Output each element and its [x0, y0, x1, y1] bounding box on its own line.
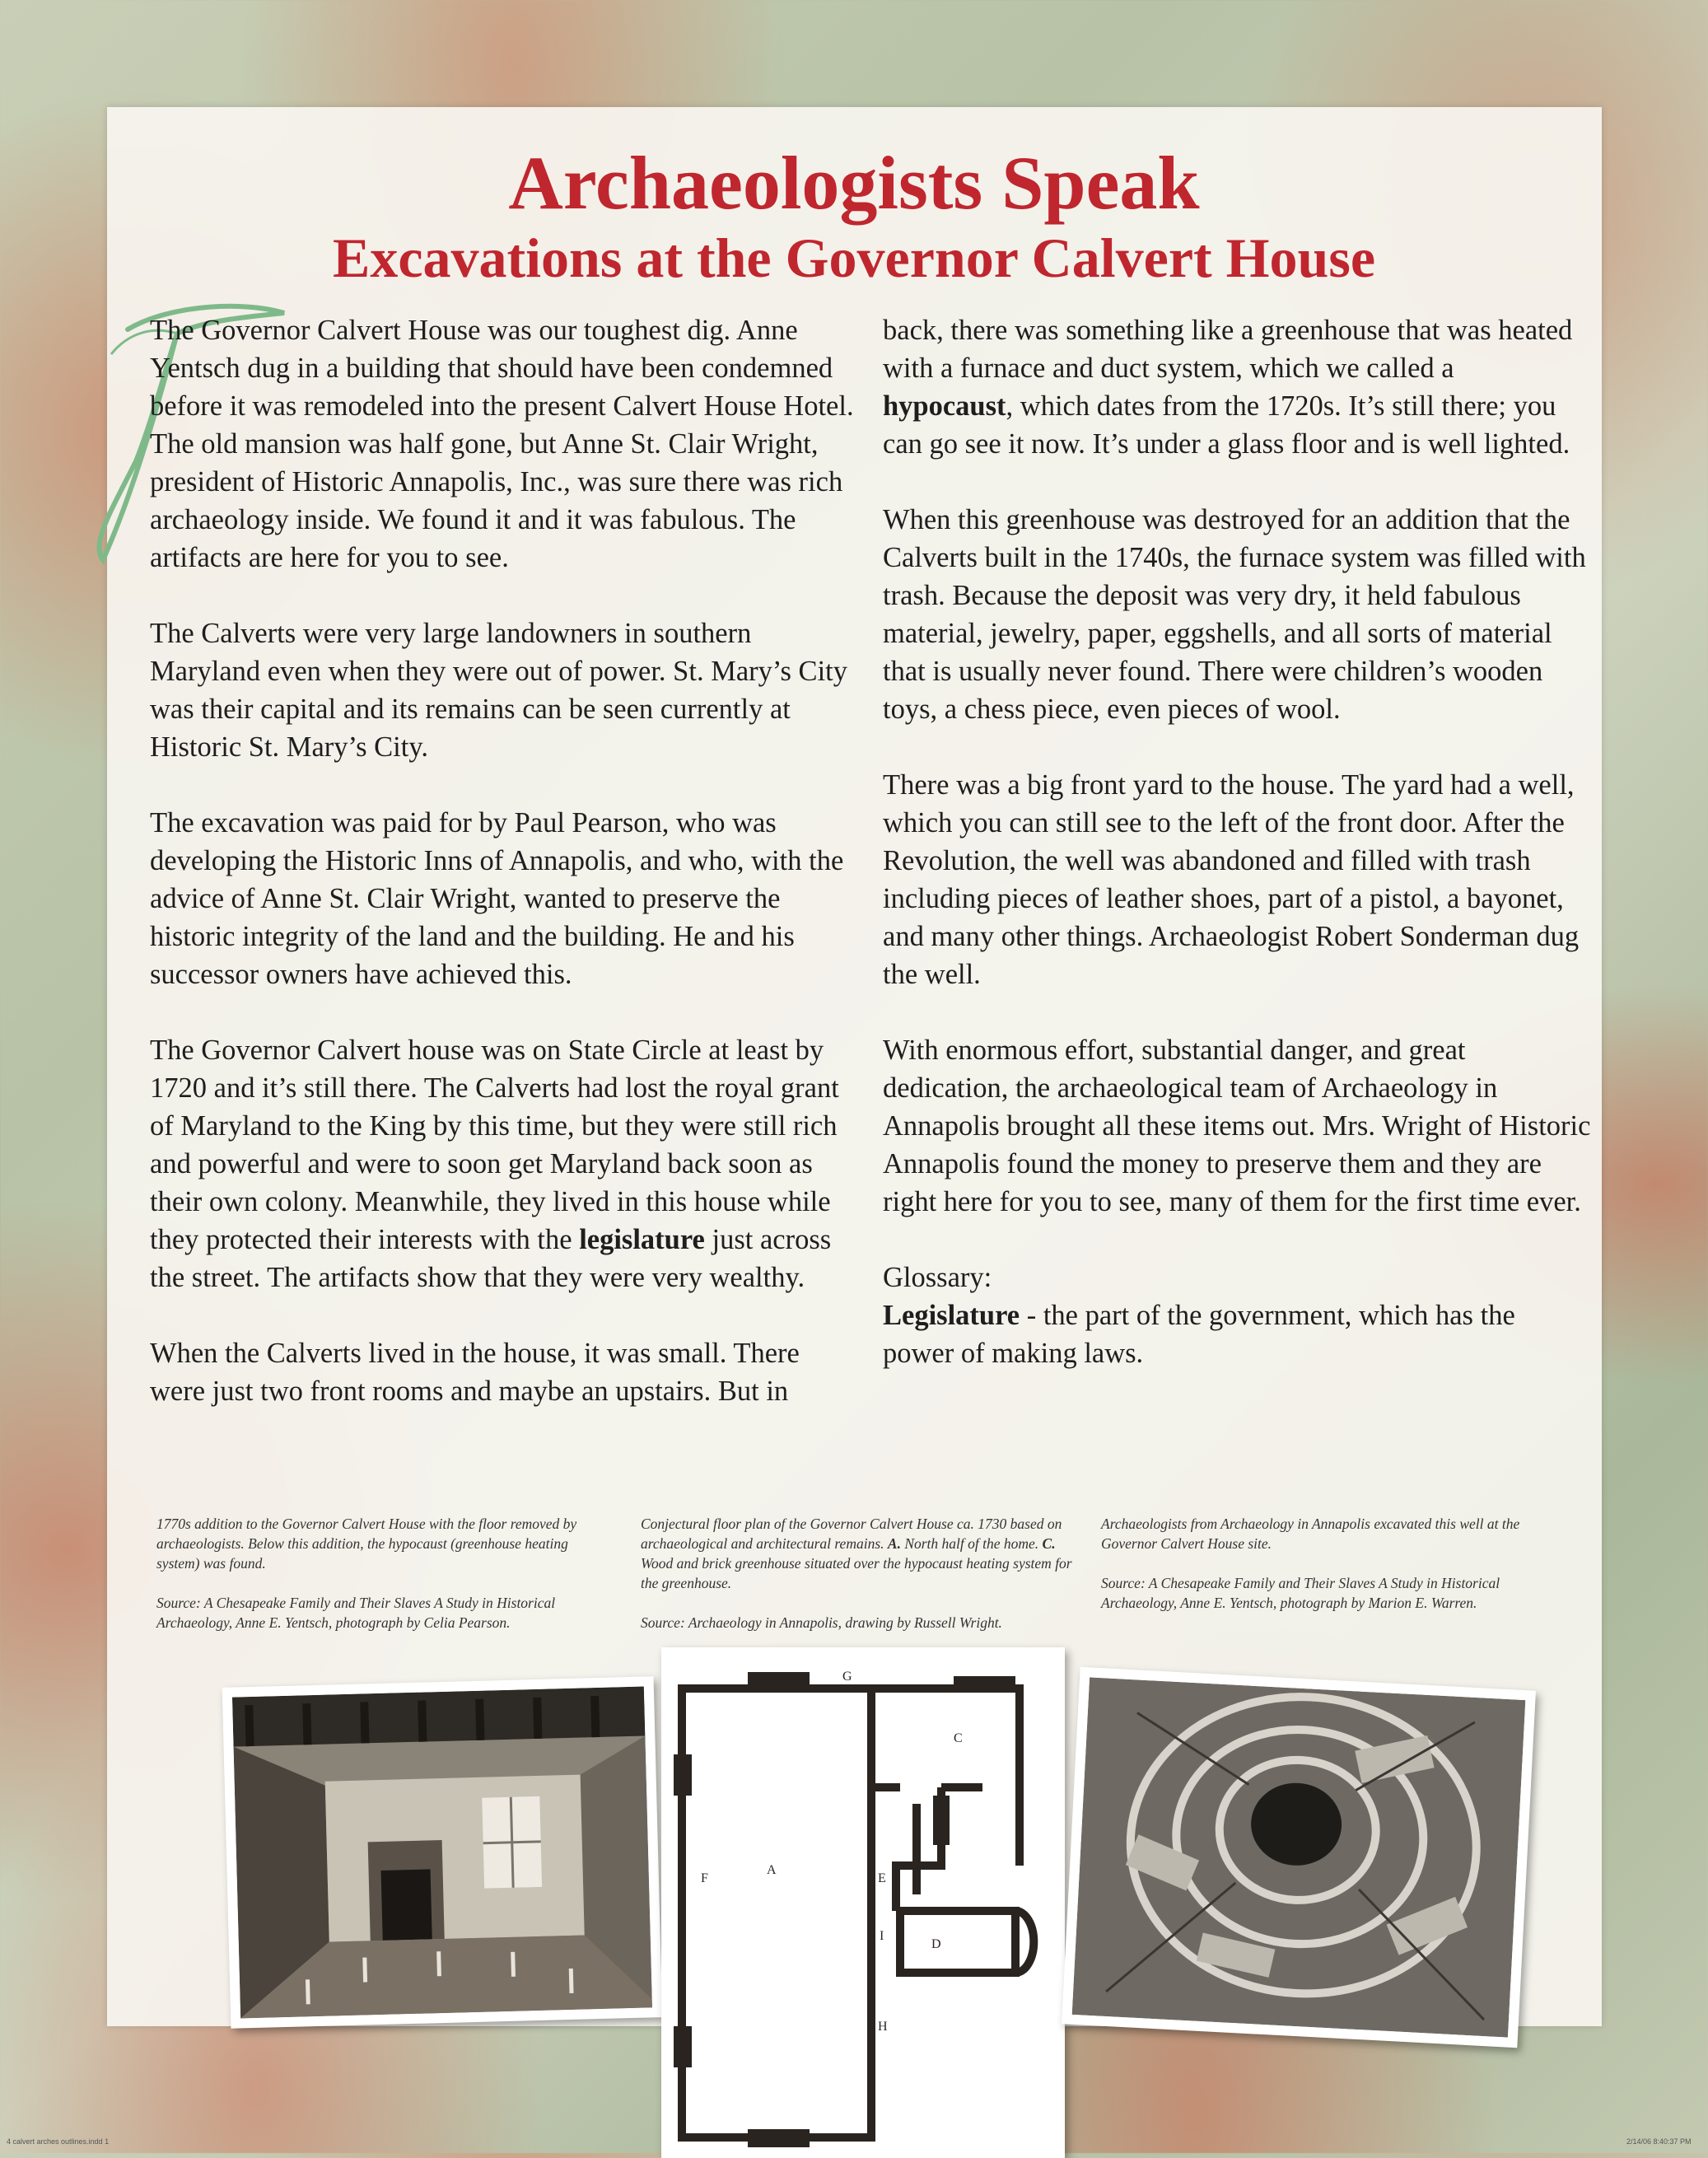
text-run: back, there was something like a greenhouse that was heated with a furnace and duct system, which we called a [883, 315, 1573, 384]
text-run: Wood and brick greenhouse situated over the hypocaust heating system for the greenhouse. [641, 1555, 1072, 1591]
photo-excavated-well [1062, 1667, 1536, 2048]
text-run-bold: C. [1042, 1535, 1056, 1552]
caption-photo-addition [156, 1514, 593, 1652]
paragraph [150, 1031, 858, 1296]
caption-source: Source: Archaeology in Annapolis, drawing by Russell Wright. [641, 1614, 1002, 1631]
photo-well-illustration [1072, 1677, 1526, 2037]
page-title: Archaeologists Speak [508, 141, 1200, 225]
text-run: Conjectural floor plan of the Governor Calvert House ca. 1730 based on archaeological and architectural remains. [641, 1516, 1062, 1552]
paragraph: The Governor Calvert House was our toughest dig. Anne Yentsch dug in a building that should have been condemned before it was remodeled into the present Calvert House Hotel. The old mansion was half gone, but Anne St. Clair Wright, president of Historic Annapolis, Inc., was sure there was rich archaeology inside. We found it and it was fabulous. The artifacts are here for you to see. [150, 315, 854, 573]
floor-plan-svg [670, 1656, 1057, 2150]
paragraph: When the Calverts lived in the house, it was small. There were just two front rooms and maybe an upstairs. But in [150, 1338, 800, 1407]
floor-plan-label-c: C [954, 1731, 963, 1745]
floor-plan-label-h: H [878, 2020, 888, 2034]
text-run: just across the street. The artifacts show that they were very wealthy. [150, 1224, 832, 1293]
floor-plan-drawing [661, 1647, 1065, 2158]
left-text-column [150, 311, 858, 1448]
glossary-label: Glossary: [883, 1262, 992, 1293]
caption-source: Source: A Chesapeake Family and Their Slaves A Study in Historical Archaeology, Anne E. Yentsch, photograph by Marion E. Warren. [1101, 1575, 1500, 1611]
paragraph: When this greenhouse was destroyed for an addition that the Calverts built in the 1740s, the furnace system was filled with trash. Because the deposit was very dry, it held fabulous material, jewelry, paper, eggshells, and all sorts of material that is usually never found. There were children’s wooden toys, a chess piece, even pieces of wool. [883, 504, 1586, 725]
floor-plan-label-f: F [701, 1871, 708, 1885]
caption-source: Source: A Chesapeake Family and Their Slaves A Study in Historical Archaeology, Anne E. Yentsch, photograph by Celia Pearson. [156, 1595, 556, 1631]
text-run-bold: A. [887, 1535, 901, 1552]
page-subtitle: Excavations at the Governor Calvert House [332, 227, 1376, 289]
term-hypocaust: hypocaust [883, 390, 1006, 422]
print-slug-right: 2/14/06 8:40:37 PM [1626, 2137, 1692, 2146]
caption-text [641, 1514, 1077, 1593]
photo-room-illustration [232, 1687, 652, 2019]
caption-text: Archaeologists from Archaeology in Annapolis excavated this well at the Governor Calvert House site. [1101, 1516, 1520, 1552]
paragraph: There was a big front yard to the house. The yard had a well, which you can still see to the left of the front door. After the Revolution, the well was abandoned and filled with trash including pieces of leather shoes, part of a pistol, a bayonet, and many other things. Archaeologist Robert Sonderman dug the well. [883, 769, 1580, 990]
glossary [883, 1259, 1591, 1372]
caption-text: 1770s addition to the Governor Calvert House with the floor removed by archaeologists. Below this addition, the hypocaust (greenhouse heating system) was found. [156, 1516, 577, 1572]
text-run: North half of the home. [900, 1535, 1043, 1552]
floor-plan-label-a: A [767, 1863, 777, 1877]
floor-plan-label-g: G [842, 1670, 852, 1684]
paragraph: The excavation was paid for by Paul Pearson, who was developing the Historic Inns of Annapolis, and who, with the advice of Anne St. Clair Wright, wanted to preserve the historic integrity of the land and the building. He and his successor owners have achieved this. [150, 807, 844, 990]
text-run: The Governor Calvert house was on State Circle at least by 1720 and it’s still there. The Calverts had lost the royal grant of Maryland to the King by this time, but they were still rich and powerful and were to soon get Maryland back soon as their own colony. Meanwhile, they lived in this house while they protected their interests with the [150, 1035, 839, 1255]
photo-excavated-addition [222, 1676, 663, 2029]
floor-plan-label-d: D [931, 1937, 941, 1951]
text-run: , which dates from the 1720s. It’s still there; you can go see it now. It’s under a glass floor and is well lighted. [883, 390, 1570, 460]
caption-photo-well [1101, 1514, 1538, 1633]
paragraph: With enormous effort, substantial danger, and great dedication, the archaeological team of Archaeology in Annapolis brought all these items out. Mrs. Wright of Historic Annapolis found the money to preserve them and they are right here for you to see, many of them for the first time ever. [883, 1035, 1591, 1217]
right-text-column [883, 311, 1591, 1372]
glossary-definition: - the part of the government, which has the power of making laws. [883, 1300, 1515, 1369]
paragraph [883, 311, 1591, 463]
print-slug-left: 4 calvert arches outlines.indd 1 [7, 2137, 110, 2146]
paragraph: The Calverts were very large landowners in southern Maryland even when they were out of power. St. Mary’s City was their capital and its remains can be seen currently at Historic St. Mary’s City. [150, 618, 847, 763]
caption-floor-plan [641, 1514, 1077, 1652]
floor-plan-label-i: I [880, 1929, 884, 1943]
term-legislature: legislature [579, 1224, 705, 1255]
floor-plan-label-e: E [878, 1871, 886, 1885]
glossary-term: Legislature [883, 1300, 1020, 1331]
